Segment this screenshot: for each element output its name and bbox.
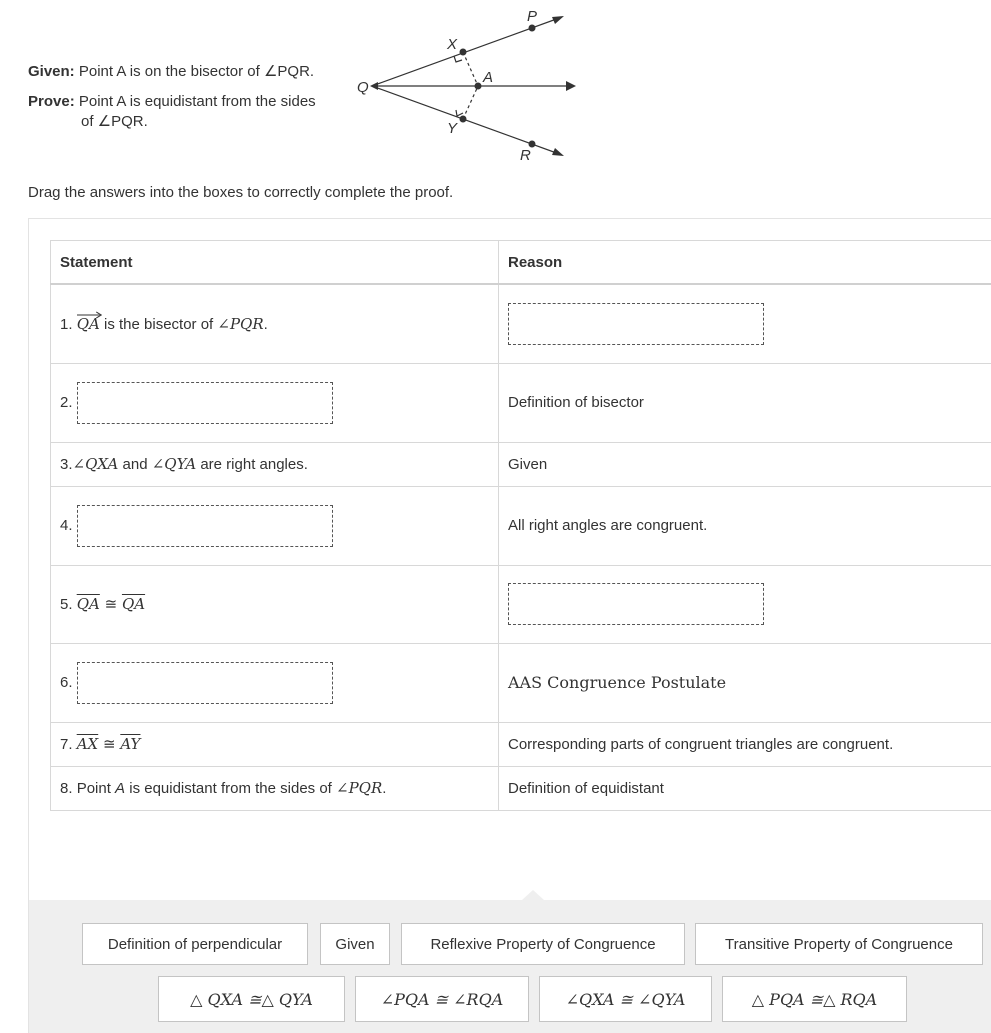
table-row — [51, 722, 991, 766]
prove-line — [28, 92, 358, 132]
reason-6: AAS Congruence Postulate — [499, 643, 991, 722]
right-angle-mark-y — [456, 110, 463, 116]
vector-qa: QA — [77, 315, 100, 333]
arrow-a — [566, 81, 576, 91]
given-text: Point A is on the bisector of ∠PQR. — [79, 63, 314, 80]
statement-6: 6. — [51, 643, 499, 722]
angle-bisector-diagram — [350, 0, 590, 170]
tile-triangle-pqa-cong-rqa[interactable]: △ PQA ≅△ RQA — [722, 976, 907, 1022]
table-row — [51, 442, 991, 486]
answer-bank — [29, 900, 991, 1033]
table-header-row — [51, 241, 991, 285]
label-y: Y — [447, 120, 458, 137]
segment-ay — [463, 86, 478, 119]
tile-angle-pqa-cong-rqa[interactable]: ∠PQA ≅ ∠RQA — [355, 976, 529, 1022]
statement-3: 3.∠QXA and ∠QYA are right angles. — [51, 442, 499, 486]
table-row — [51, 565, 991, 643]
statement-6-dropzone[interactable] — [77, 662, 333, 704]
given-line — [28, 62, 358, 82]
tile-definition-of-perpendicular[interactable]: Definition of perpendicular — [82, 923, 308, 965]
arrow-q — [370, 82, 378, 90]
table-row — [51, 766, 991, 810]
tile-angle-qxa-cong-qya[interactable]: ∠QXA ≅ ∠QYA — [539, 976, 712, 1022]
reason-5-dropzone[interactable] — [508, 583, 764, 625]
table-row — [51, 284, 991, 363]
proof-panel — [28, 218, 991, 1033]
tile-reflexive-property[interactable]: Reflexive Property of Congruence — [401, 923, 685, 965]
right-angle-mark-x — [454, 56, 462, 62]
reason-8: Definition of equidistant — [499, 766, 991, 810]
point-p — [529, 25, 536, 32]
statement-5: 5. $\overline{QA}$ ≅ $\overline{QA}$ — [51, 565, 499, 643]
reason-2: Definition of bisector — [499, 363, 991, 442]
statement-8: 8. Point A is equidistant from the sides of ∠PQR. — [51, 766, 499, 810]
table-row — [51, 363, 991, 442]
tile-given[interactable]: Given — [320, 923, 390, 965]
reason-4: All right angles are congruent. — [499, 486, 991, 565]
header-reason: Reason — [499, 241, 991, 285]
reason-3: Given — [499, 442, 991, 486]
segment-ax — [463, 52, 478, 86]
prove-text-continued: of ∠PQR. — [28, 112, 358, 132]
statement-4-dropzone[interactable] — [77, 505, 333, 547]
instructions: Drag the answers into the boxes to correctly complete the proof. — [28, 184, 453, 201]
table-row — [51, 486, 991, 565]
tile-transitive-property[interactable]: Transitive Property of Congruence — [695, 923, 983, 965]
point-y — [460, 116, 467, 123]
reason-7: Corresponding parts of congruent triangles are congruent. — [499, 722, 991, 766]
statement-2: 2. — [51, 363, 499, 442]
given-prove-block — [28, 62, 358, 132]
tile-triangle-qxa-cong-qya[interactable]: △ QXA ≅△ QYA — [158, 976, 345, 1022]
label-r: R — [520, 147, 531, 164]
point-a — [475, 83, 482, 90]
point-x — [460, 49, 467, 56]
statement-2-dropzone[interactable] — [77, 382, 333, 424]
statement-4: 4. — [51, 486, 499, 565]
label-q: Q — [357, 79, 369, 96]
given-label: Given: — [28, 63, 75, 80]
reason-1-dropzone[interactable] — [508, 303, 764, 345]
header-statement: Statement — [51, 241, 499, 285]
prove-label: Prove: — [28, 93, 75, 110]
arrow-p — [552, 16, 564, 24]
proof-table — [50, 240, 991, 811]
bank-notch — [522, 890, 544, 900]
label-p: P — [527, 8, 537, 25]
statement-7: 7. $\overline{AX}$ ≅ $\overline{AY}$ — [51, 722, 499, 766]
reason-5 — [499, 565, 991, 643]
prove-text: Point A is equidistant from the sides — [79, 93, 316, 110]
label-a: A — [482, 69, 493, 86]
reason-1 — [499, 284, 991, 363]
label-x: X — [446, 36, 458, 53]
table-row — [51, 643, 991, 722]
statement-1: 1. QA is the bisector of ∠PQR. — [51, 284, 499, 363]
arrow-r — [552, 148, 564, 156]
